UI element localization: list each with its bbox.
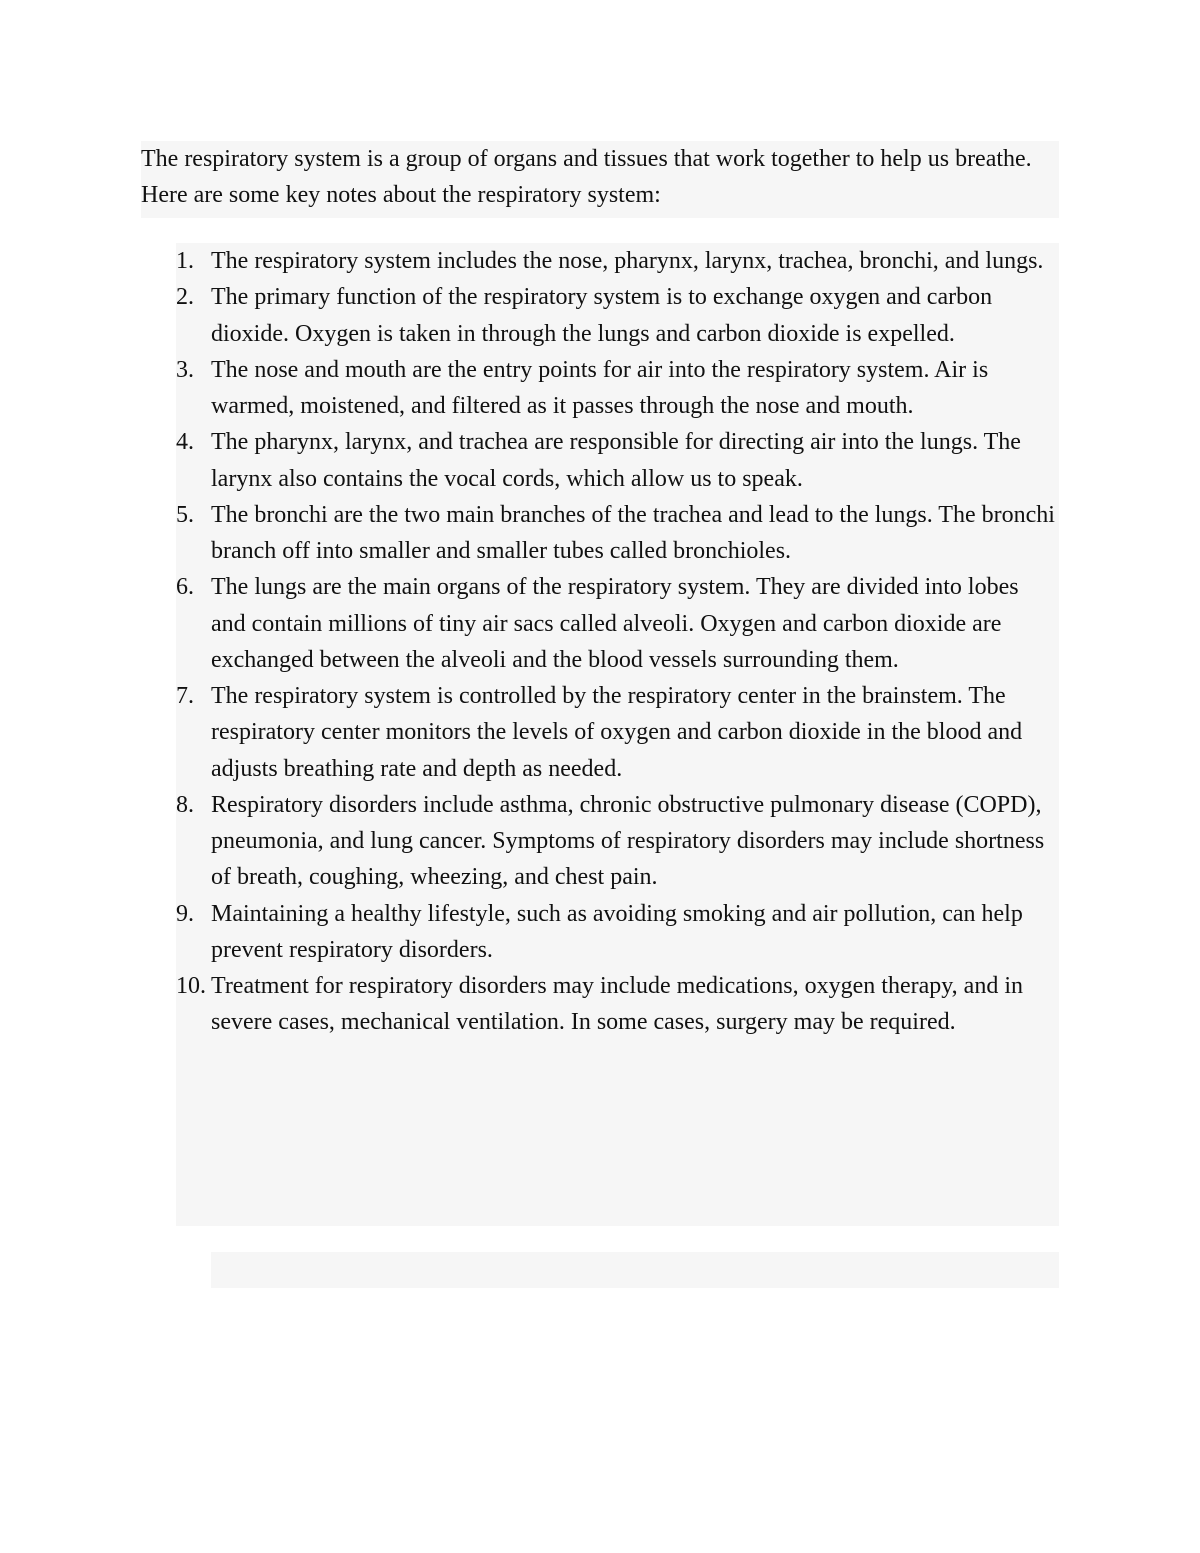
- list-item-number: 7.: [176, 683, 194, 709]
- list-item: [176, 243, 1059, 279]
- list-item: [176, 569, 1059, 678]
- list-item-number: 2.: [176, 284, 194, 311]
- list-item-text: The bronchi are the two main branches of the trachea and lead to the lungs. The bronchi branch off into smaller and smaller tubes called bronchioles.: [211, 501, 1055, 564]
- notes-list-block: [176, 243, 1059, 1226]
- list-item: [176, 424, 1059, 497]
- list-item: [176, 896, 1059, 969]
- list-item-number: 9.: [176, 900, 194, 927]
- list-item-text: The lungs are the main organs of the respiratory system. They are divided into lobes and contain millions of tiny air sacs called alveoli. Oxygen and carbon dioxide are exchanged between the alveoli and the blood vessels surrounding them.: [211, 574, 1019, 673]
- empty-paragraph-block: [211, 1252, 1059, 1288]
- list-item-number: 3.: [176, 356, 194, 383]
- list-item-text: Respiratory disorders include asthma, chronic obstructive pulmonary disease (COPD), pneumonia, and lung cancer. Symptoms of respiratory disorders may include shortness of breath, coughing, wheezing, and chest pain.: [211, 791, 1045, 891]
- list-item: [176, 279, 1059, 352]
- list-item-text: The pharynx, larynx, and trachea are responsible for directing air into the lungs. The larynx also contains the vocal cords, which allow us to speak.: [211, 429, 1021, 492]
- list-item-number: 5.: [176, 501, 194, 528]
- list-item-text: The nose and mouth are the entry points for air into the respiratory system. Air is warmed, moistened, and filtered as it passes through the nose and mouth.: [211, 356, 989, 419]
- list-item-text: Maintaining a healthy lifestyle, such as avoiding smoking and air pollution, can help prevent respiratory disorders.: [211, 900, 1023, 963]
- intro-paragraph: The respiratory system is a group of organs and tissues that work together to help us breathe. Here are some key notes about the respiratory system:: [141, 146, 1032, 208]
- list-item-text: Treatment for respiratory disorders may include medications, oxygen therapy, and in severe cases, mechanical ventilation. In some cases, surgery may be required.: [211, 973, 1024, 1036]
- list-item: [176, 787, 1059, 896]
- list-item: [176, 678, 1059, 787]
- list-item-text: The primary function of the respiratory system is to exchange oxygen and carbon dioxide. Oxygen is taken in through the lungs and carbon dioxide is expelled.: [211, 284, 993, 347]
- list-item-number: 10.: [176, 973, 206, 999]
- list-item-number: 1.: [176, 248, 194, 274]
- list-item: [176, 352, 1059, 425]
- list-item-number: 6.: [176, 574, 194, 601]
- list-item: [176, 497, 1059, 570]
- intro-paragraph-block: [141, 141, 1059, 218]
- list-item: [176, 968, 1059, 1041]
- list-item-number: 4.: [176, 429, 194, 456]
- notes-list: [176, 243, 1059, 1041]
- list-item-number: 8.: [176, 791, 194, 818]
- list-item-text: The respiratory system includes the nose, pharynx, larynx, trachea, bronchi, and lungs.: [211, 248, 1044, 274]
- list-item-text: The respiratory system is controlled by the respiratory center in the brainstem. The respiratory center monitors the levels of oxygen and carbon dioxide in the blood and adjusts breathing rate and depth as needed.: [211, 683, 1023, 782]
